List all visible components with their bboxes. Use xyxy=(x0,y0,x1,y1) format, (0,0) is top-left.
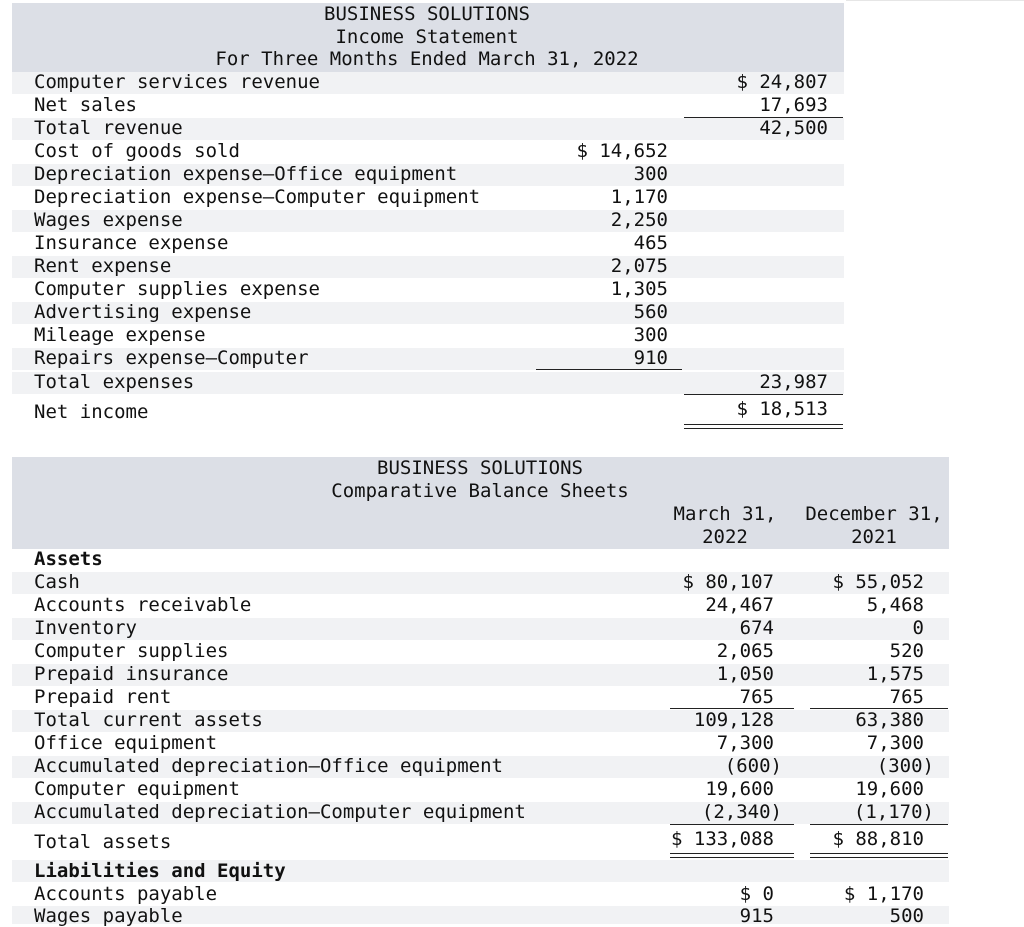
bs-row-december: 19,600 xyxy=(855,778,924,800)
balance-sheet-title: Comparative Balance Sheets xyxy=(331,480,629,502)
rule-line xyxy=(810,708,948,709)
bs-row-label: Cash xyxy=(34,571,80,593)
is-row-label: Depreciation expense—Office equipment xyxy=(34,163,458,185)
is-row-label: Net sales xyxy=(34,94,137,116)
is-row-col1: 465 xyxy=(633,232,668,254)
bs-row-march: $ 133,088 xyxy=(671,828,774,850)
double-rule-line xyxy=(810,853,948,858)
bs-row-march: 1,050 xyxy=(716,663,774,685)
page-top-border xyxy=(846,0,1024,1)
bs-row-march: 7,300 xyxy=(716,732,774,754)
is-row-col2: $ 24,807 xyxy=(736,71,828,93)
bs-row-march: (600) xyxy=(724,755,782,777)
bs-row-december: $ 88,810 xyxy=(832,828,924,850)
double-rule-line xyxy=(684,424,843,429)
is-row-col2: 23,987 xyxy=(759,371,828,393)
income-statement-title: Income Statement xyxy=(335,26,519,48)
bs-row-label: Accounts payable xyxy=(34,883,218,905)
bs-row-december: 520 xyxy=(889,640,924,662)
col-header-december-line1: December 31, xyxy=(805,503,943,525)
income-company-name: BUSINESS SOLUTIONS xyxy=(324,3,530,25)
bs-row-december: $ 55,052 xyxy=(832,571,924,593)
is-row-col1: 1,305 xyxy=(610,278,668,300)
is-row-col1: 910 xyxy=(633,347,668,369)
bs-row-december: 1,575 xyxy=(866,663,924,685)
liabilities-heading: Liabilities and Equity xyxy=(34,860,286,882)
is-row-label: Cost of goods sold xyxy=(34,140,240,162)
rule-line xyxy=(810,824,948,825)
bs-row-march: 19,600 xyxy=(705,778,774,800)
is-row-label: Mileage expense xyxy=(34,324,206,346)
bs-row-march: 109,128 xyxy=(693,709,774,731)
bs-row-december: 0 xyxy=(912,617,924,639)
bs-row-label: Prepaid rent xyxy=(34,686,172,708)
bs-row-march: 915 xyxy=(739,905,774,927)
rule-line xyxy=(684,394,843,395)
is-row-col1: 2,250 xyxy=(610,209,668,231)
bs-row-december: 63,380 xyxy=(855,709,924,731)
is-row-label: Advertising expense xyxy=(34,301,252,323)
is-row-label: Computer supplies expense xyxy=(34,278,320,300)
bs-row-label: Computer equipment xyxy=(34,778,240,800)
is-row-col1: 2,075 xyxy=(610,255,668,277)
bs-row-december: $ 1,170 xyxy=(843,883,924,905)
rule-line xyxy=(684,117,843,118)
bs-row-label: Office equipment xyxy=(34,732,218,754)
is-row-label: Total expenses xyxy=(34,371,195,393)
is-row-col1: 1,170 xyxy=(610,186,668,208)
bs-row-label: Inventory xyxy=(34,617,137,639)
rule-line xyxy=(670,824,794,825)
double-rule-line xyxy=(670,853,794,858)
is-row-col2: 42,500 xyxy=(759,117,828,139)
bs-row-label: Wages payable xyxy=(34,905,183,927)
is-row-col2: 17,693 xyxy=(759,94,828,116)
bs-row-march: $ 80,107 xyxy=(682,571,774,593)
bs-row-december: 7,300 xyxy=(866,732,924,754)
is-row-label: Insurance expense xyxy=(34,232,229,254)
bs-row-label: Accumulated depreciation—Computer equipment xyxy=(34,801,526,823)
col-header-march-line2: 2022 xyxy=(702,526,748,548)
is-row-label: Repairs expense—Computer xyxy=(34,347,309,369)
bs-row-december: (300) xyxy=(876,755,934,777)
bs-row-label: Computer supplies xyxy=(34,640,229,662)
bs-row-label: Accounts receivable xyxy=(34,594,252,616)
bs-row-march: $ 0 xyxy=(739,883,774,905)
col-header-march-line1: March 31, xyxy=(673,503,777,525)
bs-row-label: Prepaid insurance xyxy=(34,663,229,685)
bs-row-march: 2,065 xyxy=(716,640,774,662)
bs-row-label: Accumulated depreciation—Office equipment xyxy=(34,755,503,777)
is-row-col2: $ 18,513 xyxy=(736,398,828,420)
bs-row-march: 765 xyxy=(739,686,774,708)
bs-row-march: 24,467 xyxy=(705,594,774,616)
income-statement-period: For Three Months Ended March 31, 2022 xyxy=(215,48,639,70)
is-row-col1: 300 xyxy=(633,324,668,346)
is-row-col1: 560 xyxy=(633,301,668,323)
is-row-label: Wages expense xyxy=(34,209,183,231)
is-row-label: Rent expense xyxy=(34,255,172,277)
bs-row-label: Total assets xyxy=(34,831,172,853)
rule-line xyxy=(536,369,682,370)
bs-row-march: 674 xyxy=(739,617,774,639)
is-row-col1: 300 xyxy=(633,163,668,185)
is-row-col1: $ 14,652 xyxy=(576,140,668,162)
is-row-label: Total revenue xyxy=(34,117,183,139)
is-row-label: Depreciation expense—Computer equipment xyxy=(34,186,481,208)
is-row-label: Net income xyxy=(34,401,149,423)
is-row-label: Computer services revenue xyxy=(34,71,320,93)
bs-row-label: Total current assets xyxy=(34,709,263,731)
assets-heading: Assets xyxy=(34,548,103,570)
bs-row-december: 500 xyxy=(889,905,924,927)
col-header-december-line2: 2021 xyxy=(851,526,897,548)
bs-row-december: 5,468 xyxy=(866,594,924,616)
balance-company-name: BUSINESS SOLUTIONS xyxy=(377,457,583,479)
bs-row-march: (2,340) xyxy=(701,801,782,823)
bs-row-december: (1,170) xyxy=(853,801,934,823)
bs-row-december: 765 xyxy=(889,686,924,708)
rule-line xyxy=(670,708,794,709)
